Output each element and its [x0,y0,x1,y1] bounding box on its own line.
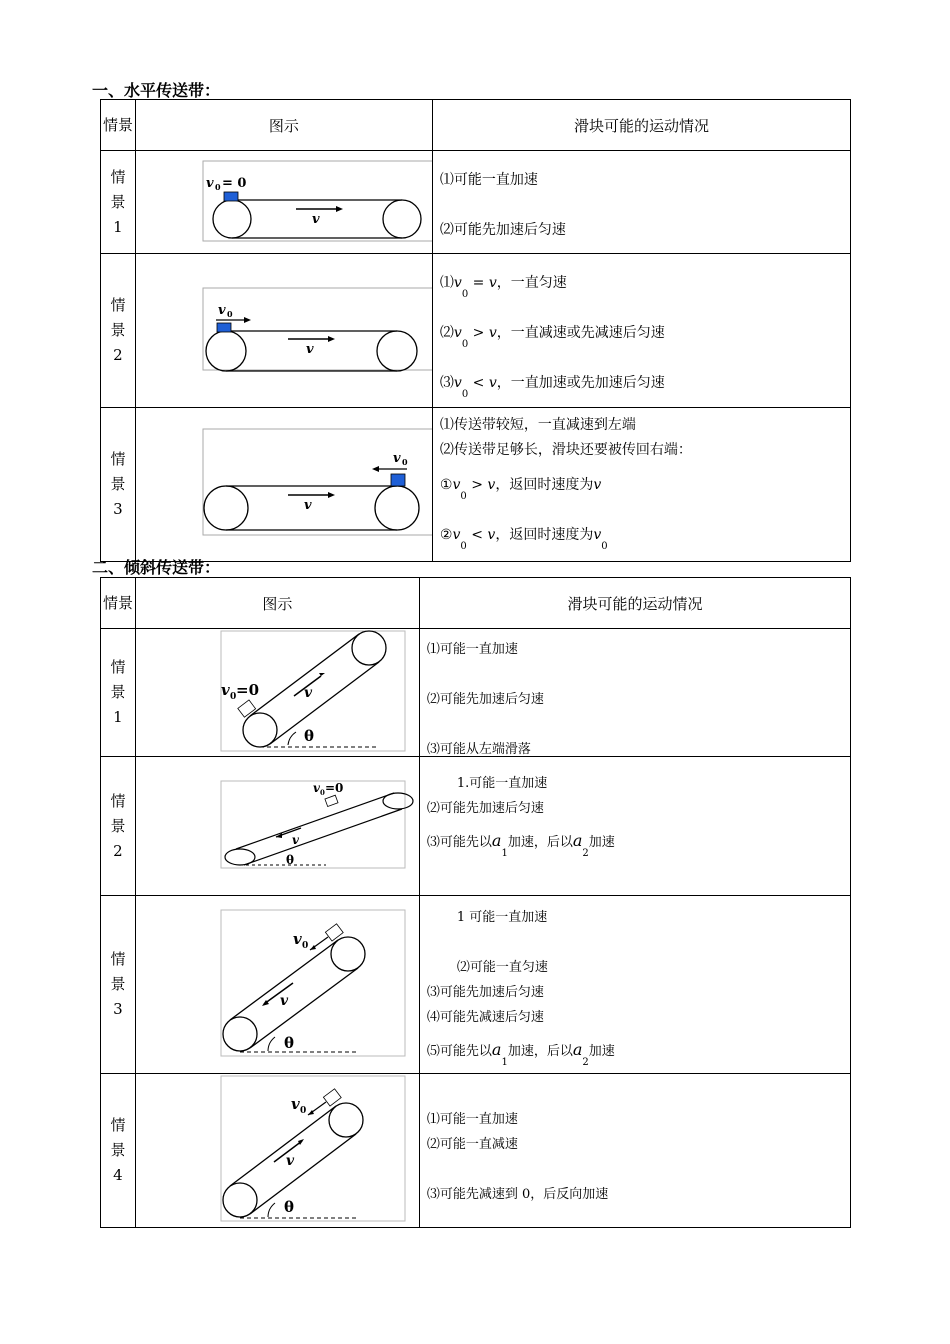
motion-line: $⑵v_0 > v$，一直减速或先减速后匀速 [439,325,665,350]
svg-text:v: v [312,781,320,795]
svg-text:θ: θ [283,1034,294,1052]
motion-line: ⑵传送带足够长，滑块还要被传回右端： [439,442,692,458]
motion-line: ⑸可能先以$a_1$加速，后以$a_2$加速 [426,1040,615,1068]
motion-line: ⑴传送带较短，一直减速到左端 [439,417,636,433]
motion-cell [432,254,850,408]
motion-cell [419,896,850,1074]
motion-line: ⑶可能从左端滑落 [426,742,531,757]
horizontal-belt-table [100,99,851,562]
motion-cell [419,1074,850,1228]
figure-cell [135,629,419,757]
motion-cell [419,629,850,757]
slider-block [325,795,338,806]
motion-line: ⑵可能先加速后匀速 [426,692,544,707]
scene-label: 情 景 3 [101,896,136,1074]
svg-text:= 0: = 0 [221,176,247,191]
section1-title: 一、水平传送带： [92,81,221,100]
svg-text:v: v [303,498,312,513]
svg-text:v: v [279,993,289,1009]
motion-line: ⑶可能先减速到 0，后反向加速 [426,1187,609,1202]
motion-line: $⑴v_0 = v$，一直匀速 [439,275,567,300]
scene-label: 情 景 1 [101,629,136,757]
svg-text:v: v [305,342,314,357]
horizontal-belt-diagram-2 [136,254,432,403]
motion-line: 1.可能一直加速 [456,776,548,791]
slider-block [224,192,238,201]
motion-line: ⑶可能先以$a_1$加速，后以$a_2$加速 [426,831,615,859]
svg-text:v: v [292,930,302,948]
section2-title: 二、倾斜传送带： [92,558,221,577]
svg-text:0: 0 [301,941,309,951]
svg-text:0: 0 [299,1106,307,1116]
motion-line: ⑵可能先加速后匀速 [439,222,566,238]
header-scene: 情景 [101,578,136,629]
motion-line: ⑴可能一直加速 [439,172,538,188]
inclined-belt-table [100,577,851,1228]
svg-text:=0: =0 [324,781,344,795]
svg-text:v: v [290,1095,300,1113]
figure-cell [135,757,419,896]
svg-text:0: 0 [214,182,221,192]
slider-block [391,474,405,486]
svg-text:v: v [392,451,401,466]
motion-cell [419,757,850,896]
header-motion: 滑块可能的运动情况 [419,578,850,629]
svg-text:θ: θ [285,853,294,867]
svg-text:=0: =0 [235,681,259,699]
svg-text:0: 0 [401,457,408,467]
figure-cell [135,408,432,562]
header-scene: 情景 [101,100,136,151]
header-motion: 滑块可能的运动情况 [432,100,850,151]
motion-line: ⑵可能一直减速 [426,1137,518,1152]
header-figure: 图示 [135,100,432,151]
figure-cell [135,896,419,1074]
inclined-belt-diagram-1 [136,629,419,752]
figure-cell [135,151,432,254]
motion-line: $⑶v_0 < v$，一直加速或先加速后匀速 [439,375,665,400]
svg-text:v: v [311,212,320,227]
svg-text:0: 0 [226,309,233,319]
horizontal-belt-diagram-3 [136,408,432,557]
scene-label: 情 景 4 [101,1074,136,1228]
svg-text:θ: θ [303,727,314,745]
motion-line: $②v_0 < v$，返回时速度为$v_0$ [439,527,608,552]
motion-cell [432,151,850,254]
scene-label: 情 景 3 [101,408,136,562]
motion-line: ⑴可能一直加速 [426,642,518,657]
figure-cell [135,1074,419,1228]
svg-text:v: v [205,176,214,191]
inclined-belt-diagram-2 [136,757,419,891]
svg-text:0: 0 [229,692,237,702]
inclined-belt-diagram-3 [136,896,419,1069]
svg-text:v: v [285,1153,295,1169]
scene-label: 情 景 2 [101,254,136,408]
svg-text:0: 0 [319,788,325,797]
motion-line: ⑵可能先加速后匀速 [426,801,544,816]
slider-block [217,323,231,332]
scene-label: 情 景 1 [101,151,136,254]
slider-block [323,1089,341,1106]
motion-cell [432,408,850,562]
figure-cell [135,254,432,408]
scene-label: 情 景 2 [101,757,136,896]
horizontal-belt-diagram-1 [136,151,432,249]
svg-text:θ: θ [283,1198,294,1216]
motion-line: ⑴可能一直加速 [426,1112,518,1127]
motion-line: ⑵可能一直匀速 [456,960,548,975]
motion-line: $①v_0 > v$，返回时速度为v [439,477,602,502]
svg-text:v: v [220,681,230,699]
motion-line: ⑶可能先加速后匀速 [426,985,544,1000]
svg-text:v: v [217,303,226,318]
inclined-belt-diagram-4 [136,1074,419,1223]
header-figure: 图示 [135,578,419,629]
svg-text:v: v [303,685,313,701]
motion-line: 1 可能一直加速 [456,910,548,925]
motion-line: ⑷可能先减速后匀速 [426,1010,544,1025]
svg-text:v: v [291,833,299,847]
